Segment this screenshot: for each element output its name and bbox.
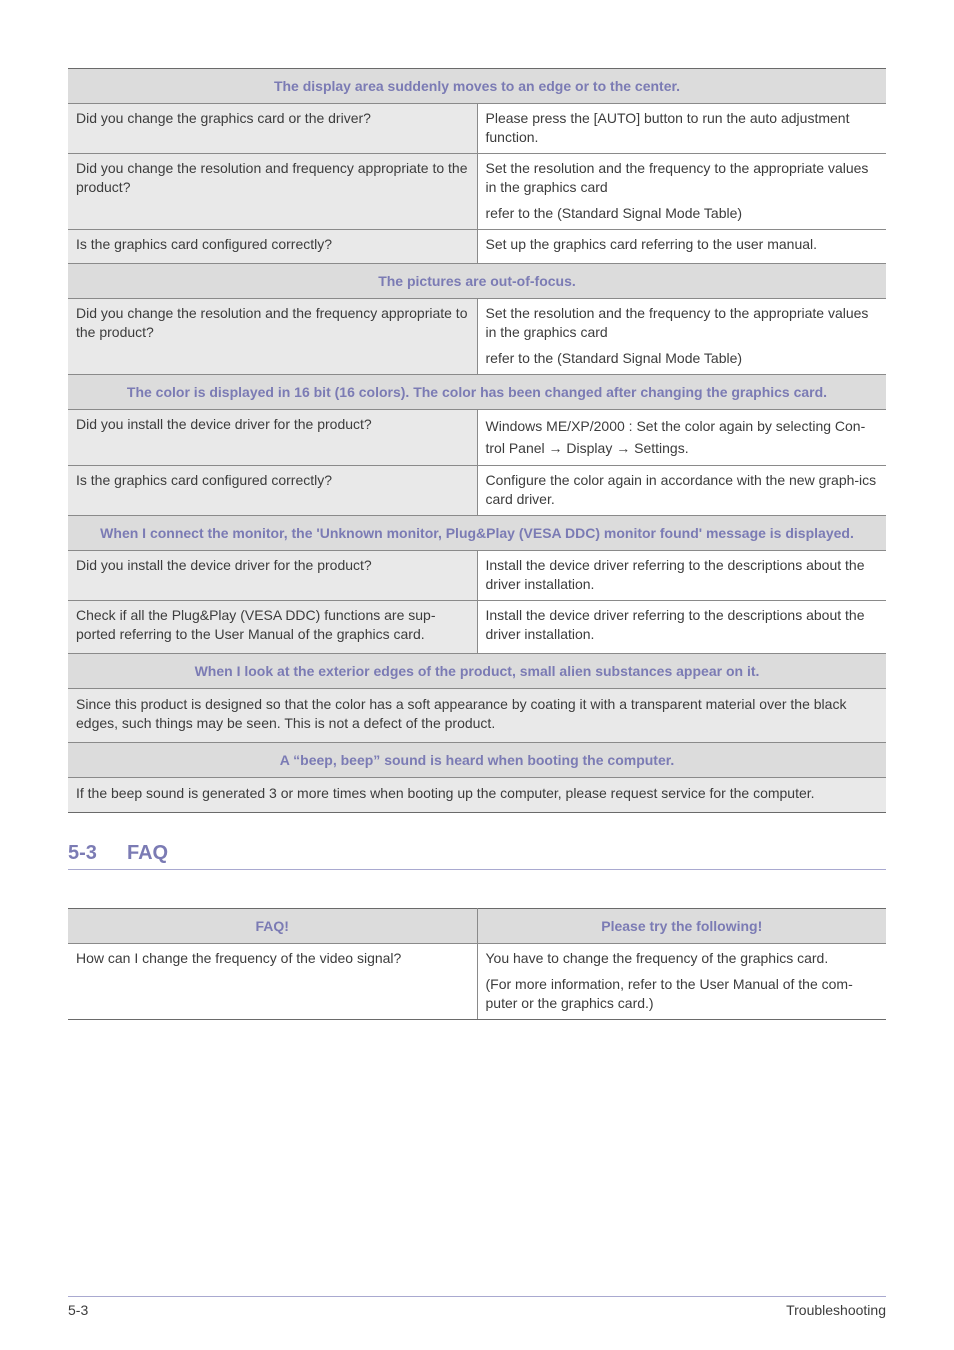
- table-row: [68, 154, 886, 230]
- answer-cell: [477, 466, 886, 516]
- question-cell: Did you change the resolution and frequency appropriate to the product?: [68, 154, 477, 230]
- answer-cell: [477, 601, 886, 654]
- table-row: [68, 601, 886, 654]
- section-heading: [68, 840, 886, 870]
- answer-text: Install the device driver referring to the descriptions about the driver installation.: [485, 607, 865, 642]
- faq-column-header: FAQ!: [68, 909, 477, 944]
- faq-table-container: [68, 908, 886, 1020]
- section-header-beep-sound: A “beep, beep” sound is heard when booting the computer.: [68, 743, 886, 778]
- answer-text: Windows ME/XP/2000 : Set the color again by selecting Con-trol Panel → Display → Settings.: [485, 418, 866, 456]
- full-width-cell: If the beep sound is generated 3 or more times when booting up the computer, please request service for the computer.: [68, 778, 886, 813]
- section-header-row: [68, 654, 886, 689]
- section-header-row: [68, 264, 886, 299]
- faq-column-header: Please try the following!: [477, 909, 886, 944]
- answer-text: Install the device driver referring to the descriptions about the driver installation.: [485, 557, 865, 592]
- faq-header-row: [68, 909, 886, 944]
- section-header-row: [68, 516, 886, 551]
- answer-text: Please press the [AUTO] button to run the auto adjustment function.: [485, 110, 850, 145]
- question-cell: Did you install the device driver for the product?: [68, 410, 477, 466]
- section-header-unknown-monitor: When I connect the monitor, the 'Unknown monitor, Plug&Play (VESA DDC) monitor found' message is displayed.: [68, 516, 886, 551]
- answer-text: Configure the color again in accordance with the new graph-ics card driver.: [485, 472, 877, 507]
- page-footer: [68, 1296, 886, 1321]
- troubleshooting-table: [68, 68, 886, 813]
- answer-text: Set the resolution and the frequency to the appropriate values in the graphics card: [485, 305, 869, 340]
- footer-chapter: Troubleshooting: [786, 1302, 886, 1318]
- answer-cell: [477, 551, 886, 601]
- section-number: 5-3: [68, 842, 97, 864]
- question-cell: Did you install the device driver for the product?: [68, 551, 477, 601]
- answer-cell: [477, 104, 886, 154]
- troubleshooting-table-container: [68, 68, 886, 813]
- answer-cell: [477, 299, 886, 375]
- section-header-out-of-focus: The pictures are out-of-focus.: [68, 264, 886, 299]
- section-header-row: [68, 743, 886, 778]
- table-row: [68, 299, 886, 375]
- table-row: [68, 104, 886, 154]
- question-cell: How can I change the frequency of the video signal?: [68, 944, 477, 1020]
- footer-page-number: 5-3: [68, 1302, 89, 1318]
- answer-text: (For more information, refer to the User Manual of the com-puter or the graphics card.): [485, 976, 853, 1011]
- faq-table: [68, 908, 886, 1020]
- section-header-row: [68, 69, 886, 104]
- answer-text: Set up the graphics card referring to the user manual.: [485, 236, 818, 252]
- table-row: [68, 944, 886, 1020]
- answer-text: refer to the (Standard Signal Mode Table): [485, 205, 743, 221]
- table-row: [68, 551, 886, 601]
- question-cell: Did you change the graphics card or the driver?: [68, 104, 477, 154]
- section-header-row: [68, 375, 886, 410]
- section-header-display-moves: The display area suddenly moves to an edge or to the center.: [68, 69, 886, 104]
- question-cell: Check if all the Plug&Play (VESA DDC) functions are sup-ported referring to the User Manual of the graphics card.: [68, 601, 477, 654]
- full-width-cell: Since this product is designed so that the color has a soft appearance by coating it with a transparent material over the black edges, such things may be seen. This is not a defect of the product.: [68, 689, 886, 743]
- question-cell: Did you change the resolution and the frequency appropriate to the product?: [68, 299, 477, 375]
- answer-cell: [477, 230, 886, 264]
- answer-cell: [477, 944, 886, 1020]
- table-row: [68, 466, 886, 516]
- answer-text: refer to the (Standard Signal Mode Table): [485, 350, 743, 366]
- question-cell: Is the graphics card configured correctly?: [68, 230, 477, 264]
- section-title: FAQ: [127, 842, 169, 864]
- table-row: [68, 230, 886, 264]
- answer-cell: [477, 410, 886, 466]
- section-header-16bit-color: The color is displayed in 16 bit (16 colors). The color has been changed after changing the graphics card.: [68, 375, 886, 410]
- table-row: [68, 778, 886, 813]
- section-header-alien-substances: When I look at the exterior edges of the product, small alien substances appear on it.: [68, 654, 886, 689]
- answer-text: Set the resolution and the frequency to the appropriate values in the graphics card: [485, 160, 869, 195]
- answer-text: You have to change the frequency of the graphics card.: [485, 950, 829, 966]
- question-cell: Is the graphics card configured correctly?: [68, 466, 477, 516]
- table-row: [68, 410, 886, 466]
- table-row: [68, 689, 886, 743]
- answer-cell: [477, 154, 886, 230]
